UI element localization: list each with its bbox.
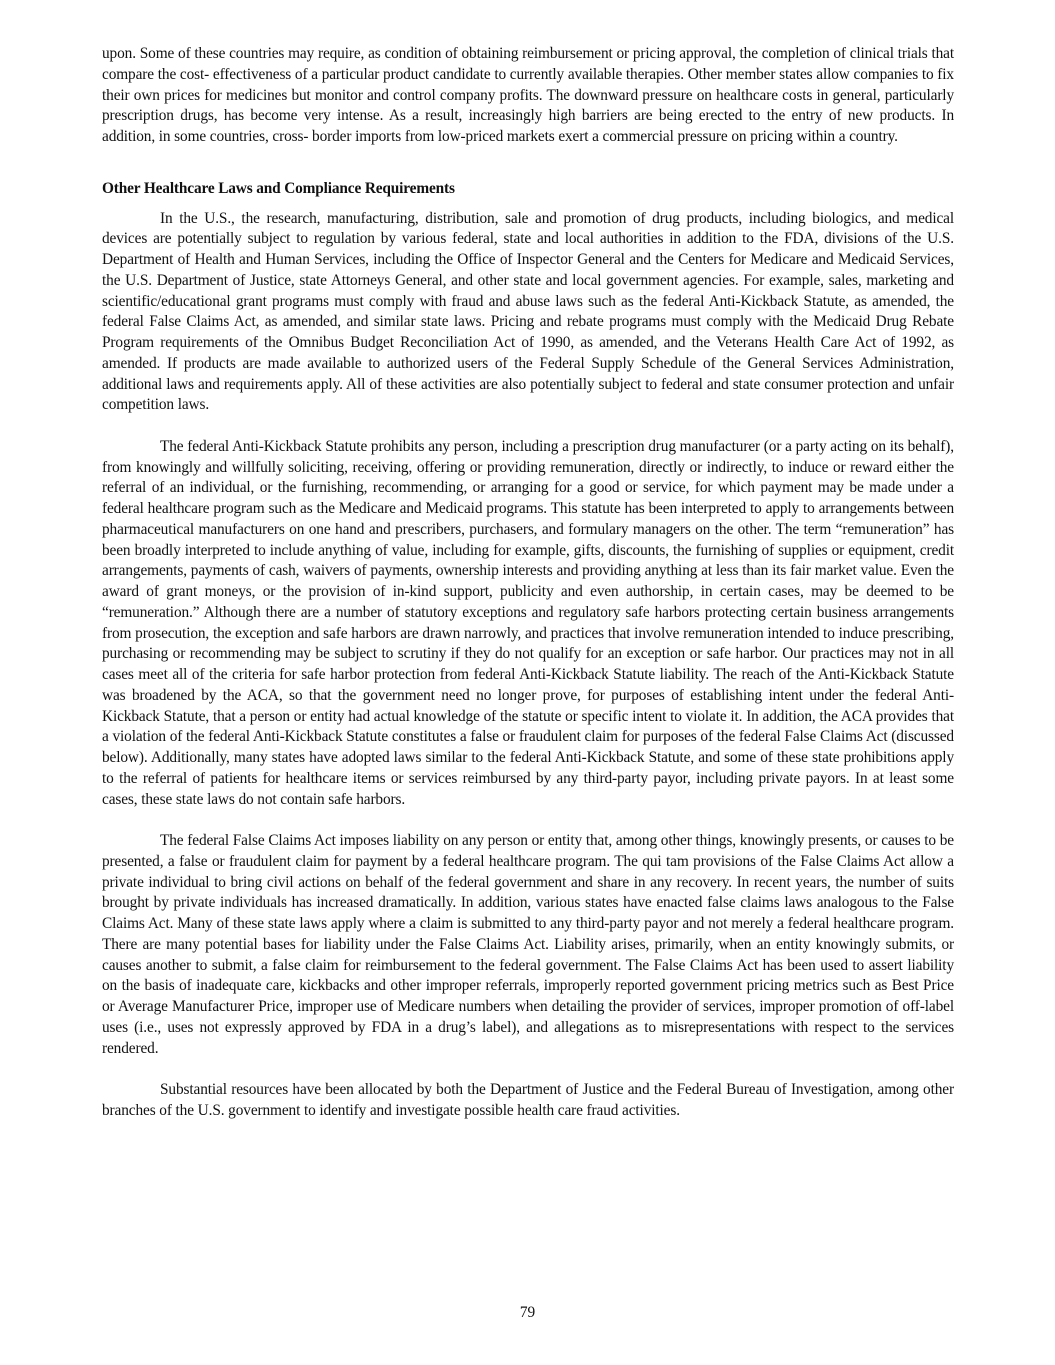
paragraph-false-claims-act: The federal False Claims Act imposes liability on any person or entity that, among other things, knowingly presents, or causes to be presented, a false or fraudulent claim for payment by a federal healthcare program. The qui tam provisions of the False Claims Act allow a private individual to bring civil actions on behalf of the federal government and share in any recovery. In recent years, the number of suits brought by private individuals has increased dramatically. In addition, various states have enacted false claims laws analogous to the False Claims Act. Many of these state laws apply where a claim is submitted to any third-party payor and not merely a federal healthcare program. There are many potential bases for liability under the False Claims Act. Liability arises, primarily, when an entity knowingly submits, or causes another to submit, a false claim for reimbursement to the federal government. The False Claims Act has been used to assert liability on the basis of inadequate care, kickbacks and other improper referrals, improperly reported government pricing metrics such as Best Price or Average Manufacturer Price, improper use of Medicare numbers when detailing the provider of services, improper promotion of off-label uses (i.e., uses not expressly approved by FDA in a drug’s label), and allegations as to misrepresentations with respect to the services rendered. [102,832,954,1057]
paragraph-pricing-continuation: upon. Some of these countries may require, as condition of obtaining reimbursement or pricing approval, the completion of clinical trials that compare the cost- effectiveness of a particular product candidate to currently available therapies. Other member states allow companies to fix their own prices for medicines but monitor and control company profits. The downward pressure on healthcare costs in general, particularly prescription drugs, has become very intense. As a result, increasingly high barriers are being erected to the entry of new products. In addition, in some countries, cross- border imports from low-priced markets exert a commercial pressure on pricing within a country. [102,45,954,145]
paragraph-enforcement-resources: Substantial resources have been allocated by both the Department of Justice and the Federal Bureau of Investigation, among other branches of the U.S. government to identify and investigate possible health care fraud activities. [102,1081,954,1119]
document-page [102,44,954,1122]
paragraph-anti-kickback-statute: The federal Anti-Kickback Statute prohibits any person, including a prescription drug manufacturer (or a party acting on its behalf), from knowingly and willfully soliciting, receiving, offering or providing remuneration, directly or indirectly, to induce or reward either the referral of an individual, or the furnishing, recommending, or arranging for a good or service, for which payment may be made under a federal healthcare program such as the Medicare and Medicaid programs. This statute has been interpreted to apply to arrangements between pharmaceutical manufacturers on one hand and prescribers, purchasers, and formulary managers on the other. The term “remuneration” has been broadly interpreted to include anything of value, including for example, gifts, discounts, the furnishing of supplies or equipment, credit arrangements, payments of cash, waivers of payments, ownership interests and providing anything at less than its fair market value. Even the award of grant moneys, or the provision of in-kind support, publicity and even authorship, in certain cases, may be deemed to be “remuneration.” Although there are a number of statutory exceptions and regulatory safe harbors protecting certain business arrangements from prosecution, the exception and safe harbors are drawn narrowly, and practices that involve remuneration intended to induce prescribing, purchasing or recommending may be subject to scrutiny if they do not qualify for an exception or safe harbor. Our practices may not in all cases meet all of the criteria for safe harbor protection from federal Anti-Kickback Statute liability. The reach of the Anti-Kickback Statute was broadened by the ACA, so that the government need no longer prove, for purposes of establishing intent under the federal Anti-Kickback Statute, that a person or entity had actual knowledge of the statute or specific intent to violate it. In addition, the ACA provides that a violation of the federal Anti-Kickback Statute constitutes a false or fraudulent claim for purposes of the federal False Claims Act (discussed below). Additionally, many states have adopted laws similar to the federal Anti-Kickback Statute, and some of these state prohibitions apply to the referral of patients for healthcare items or services reimbursed by any third-party payor, including private payors. In at least some cases, these state laws do not contain safe harbors. [102,437,954,808]
section-heading: Other Healthcare Laws and Compliance Requirements [102,179,455,197]
page-number: 79 [519,1304,536,1321]
paragraph-regulatory-overview: In the U.S., the research, manufacturing, distribution, sale and promotion of drug products, including biologics, and medical devices are potentially subject to regulation by various federal, state and local authorities in addition to the FDA, divisions of the U.S. Department of Health and Human Services, including the Office of Inspector General and the Centers for Medicare and Medicaid Services, the U.S. Department of Justice, state Attorneys General, and other state and local government agencies. For example, sales, marketing and scientific/educational grant programs must comply with fraud and abuse laws such as the federal Anti-Kickback Statute, as amended, the federal False Claims Act, as amended, and similar state laws. Pricing and rebate programs must comply with the Medicaid Drug Rebate Program requirements of the Omnibus Budget Reconciliation Act of 1990, as amended, and the Veterans Health Care Act of 1992, as amended. If products are made available to authorized users of the Federal Supply Schedule of the General Services Administration, additional laws and requirements apply. All of these activities are also potentially subject to federal and state consumer protection and unfair competition laws. [102,209,954,414]
